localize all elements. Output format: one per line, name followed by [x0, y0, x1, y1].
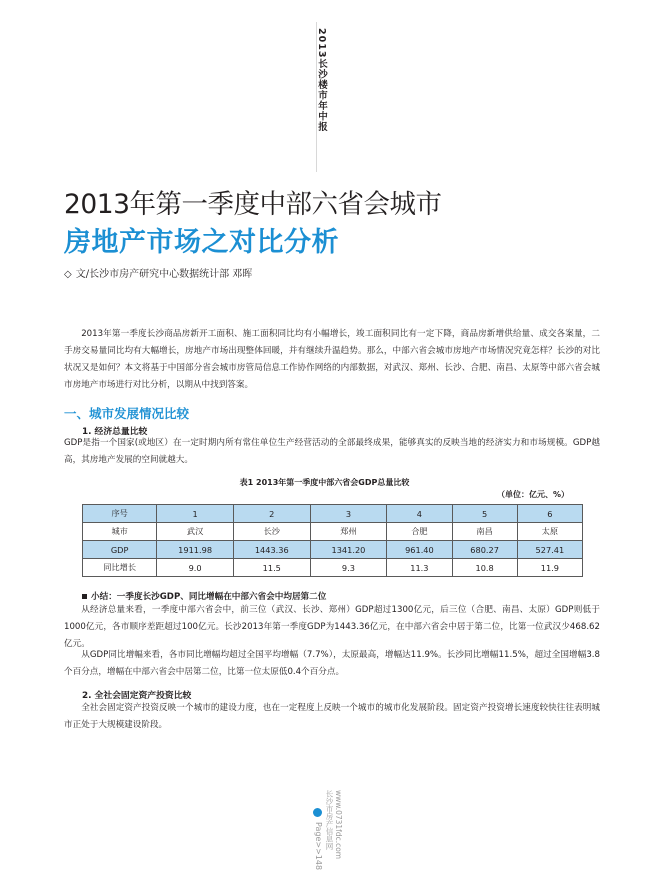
table-cell: 11.5 [233, 559, 310, 577]
table-cell: 同比增长 [83, 559, 157, 577]
table-cell: 1341.20 [310, 541, 387, 559]
table-unit: （单位：亿元、%） [497, 490, 570, 499]
footer-site-name: 长沙市房产信息网 [325, 790, 334, 850]
table-cell: 1443.36 [233, 541, 310, 559]
summary-heading [82, 590, 326, 602]
investment-paragraph: 全社会固定资产投资反映一个城市的建设力度，也在一定程度上反映一个城市的城市化发展阶段。固定资产投资增长速度较快往往表明城市正处于大规模建设阶段。 [64, 703, 600, 730]
subsection-heading-investment: 2. 全社会固定资产投资比较 [82, 691, 192, 701]
section-heading: 一、城市发展情况比较 [64, 406, 190, 421]
table-cell: 4 [387, 505, 452, 523]
table-cell: 郑州 [310, 523, 387, 541]
table-cell: 长沙 [233, 523, 310, 541]
table-cell: 11.9 [517, 559, 582, 577]
table-cell: GDP [83, 541, 157, 559]
table-cell: 9.0 [157, 559, 234, 577]
footer-site [325, 790, 343, 859]
summary-heading-text: 小结：一季度长沙GDP、同比增幅在中部六省会中均居第二位 [91, 592, 327, 602]
footer-url: www.0731fdc.com [334, 790, 343, 860]
square-bullet-icon [82, 594, 87, 599]
table-cell: 11.3 [387, 559, 452, 577]
table-cell: 1911.98 [157, 541, 234, 559]
byline-diamond-icon: ◇ [64, 269, 72, 280]
table-cell: 961.40 [387, 541, 452, 559]
article-title-line2: 房地产市场之对比分析 [64, 227, 339, 258]
table-row [83, 559, 583, 577]
byline-text: 文/长沙市房产研究中心数据统计部 邓晖 [75, 269, 253, 280]
footer-dot-icon [313, 808, 322, 817]
gdp-table [82, 504, 583, 577]
intro-paragraph: 2013年第一季度长沙商品房新开工面积、施工面积同比均有小幅增长，竣工面积同比有一定下降，商品房新增供给量、成交各案量，二手房交易量同比均有大幅增长，房地产市场出现整体回暖，并有继续升温趋势。那么，中部六省会城市房地产市场情况究竟怎样？长沙的对比状况又是如何？本文将基于中国部分省会城市房管局信息工作协作网络的内部数据，对武汉、郑州、长沙、合肥、南昌、太原等中部六省会城市房地产市场进行对比分析，以期从中找到答案。 [64, 329, 600, 390]
byline [64, 265, 252, 280]
summary-paragraph-1: 从经济总量来看，一季度中部六省会中，前三位（武汉、长沙、郑州）GDP超过1300亿元，后三位（合肥、南昌、太原）GDP则低于1000亿元，各市顺序差距超过100亿元。长沙2013年第一季度GDP为1443.36亿元，在中部六省会中居于第二位，比第一位武汉少468.62亿元。 [64, 605, 600, 649]
table-row [83, 505, 583, 523]
table-cell: 680.27 [452, 541, 517, 559]
table-cell: 3 [310, 505, 387, 523]
table-cell: 序号 [83, 505, 157, 523]
table-cell: 10.8 [452, 559, 517, 577]
table-caption: 表1 2013年第一季度中部六省会GDP总量比较 [239, 478, 410, 487]
table-cell: 2 [233, 505, 310, 523]
table-cell: 太原 [517, 523, 582, 541]
table-cell: 1 [157, 505, 234, 523]
table-row [83, 541, 583, 559]
table-cell: 合肥 [387, 523, 452, 541]
table-cell: 6 [517, 505, 582, 523]
running-head: 2013长沙楼市年中报 [316, 28, 327, 132]
table-cell: 5 [452, 505, 517, 523]
table-row [83, 523, 583, 541]
table-cell: 城市 [83, 523, 157, 541]
table-cell: 9.3 [310, 559, 387, 577]
article-title-line1: 2013年第一季度中部六省会城市 [64, 189, 442, 220]
economy-paragraph: GDP是指一个国家(或地区）在一定时期内所有常住单位生产经营活动的全部最终成果，能够真实的反映当地的经济实力和市场规模。GDP越高，其房地产发展的空间就越大。 [64, 438, 600, 465]
page-number: Page>>148 [314, 822, 323, 871]
table-cell: 武汉 [157, 523, 234, 541]
table-cell: 527.41 [517, 541, 582, 559]
subsection-heading-economy: 1. 经济总量比较 [82, 427, 148, 437]
summary-paragraph-2: 从GDP同比增幅来看，各市同比增幅均超过全国平均增幅（7.7%），太原最高，增幅达11.9%。长沙同比增幅11.5%，超过全国增幅3.8个百分点，增幅在中部六省会中居第二位，比第一位太原低0.4个百分点。 [64, 650, 600, 677]
table-cell: 南昌 [452, 523, 517, 541]
